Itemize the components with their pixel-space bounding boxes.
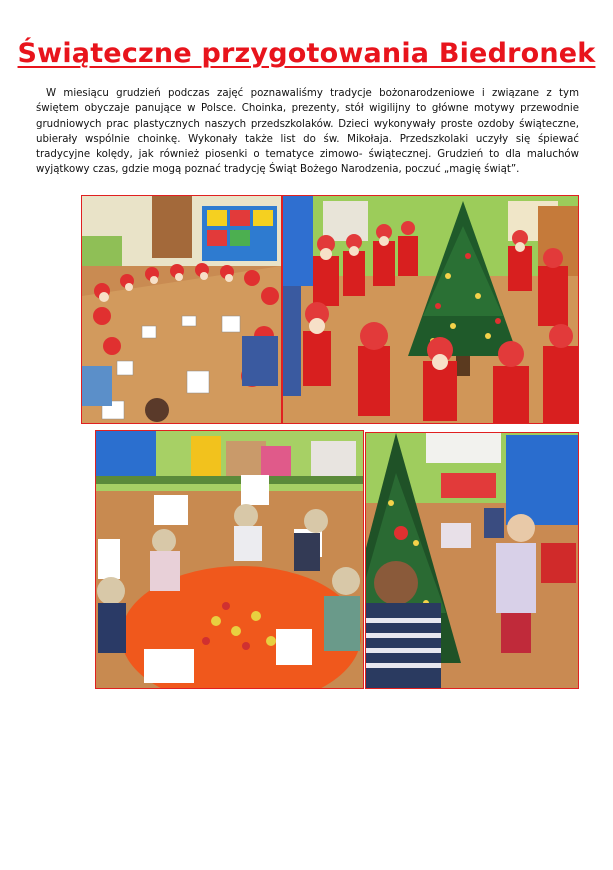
intro-paragraph: W miesiącu grudzień podczas zajęć poznawaliśmy tradycje bożonarodzeniowe i związane z tym świętem obyczaje panujące w Polsce. Choinka, prezenty, stół wigilijny to główne motywy przewodnie grudniowych prac plastycznych naszych przedszkolaków. Dzieci wykonywały proste ozdoby świąteczne, ubierały wspólnie choinkę. Wykonały także list do św. Mikołaja. Przedszkolaki uczyły się śpiewać tradycyjne kolędy, jak również piosenki o tematyce zimowo- świątecznej. Grudzień to dla maluchów wyjątkowy czas, gdzie mogą poznać tradycję Świąt Bożego Narodzenia, poczuć „magię świąt”. [36, 88, 579, 176]
photo-christmas-tree-dance [282, 195, 579, 424]
photo-decorating-tree [365, 432, 579, 689]
photo-children-circle [81, 195, 282, 424]
photo-letters-to-santa [95, 430, 364, 689]
page-title: Świąteczne przygotowania Biedronek [17, 38, 596, 69]
